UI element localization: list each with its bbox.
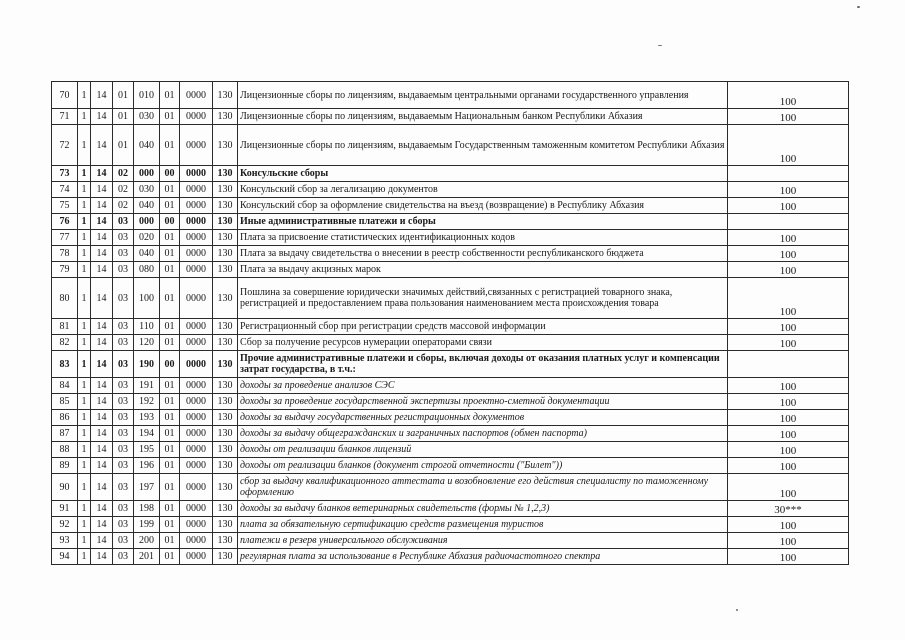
row-value-cell: 100 [728, 378, 849, 394]
row-code-cell: 82 [52, 335, 78, 351]
row-code-cell: 192 [134, 394, 160, 410]
row-code-cell: 88 [52, 442, 78, 458]
table-row [52, 109, 849, 125]
row-name-cell: доходы от реализации бланков лицензий [238, 442, 728, 458]
table-row [52, 319, 849, 335]
row-code-cell: 000 [134, 214, 160, 230]
row-code-cell: 14 [91, 549, 113, 565]
row-code-cell: 0000 [180, 246, 213, 262]
row-code-cell: 000 [134, 166, 160, 182]
row-code-cell: 1 [78, 182, 91, 198]
table-row [52, 378, 849, 394]
row-code-cell: 130 [213, 82, 238, 109]
row-code-cell: 130 [213, 474, 238, 501]
row-code-cell: 020 [134, 230, 160, 246]
table-row [52, 458, 849, 474]
row-code-cell: 130 [213, 125, 238, 166]
row-name-cell: Лицензионные сборы по лицензиям, выдаваемым центральными органами государственного управления [238, 82, 728, 109]
row-code-cell: 100 [134, 278, 160, 319]
row-code-cell: 130 [213, 378, 238, 394]
row-code-cell: 1 [78, 319, 91, 335]
row-code-cell: 0000 [180, 109, 213, 125]
row-code-cell: 81 [52, 319, 78, 335]
row-code-cell: 94 [52, 549, 78, 565]
row-code-cell: 0000 [180, 378, 213, 394]
row-name-cell: доходы за проведение государственной экспертизы проектно-сметной документации [238, 394, 728, 410]
row-name-cell: Лицензионные сборы по лицензиям, выдаваемым Государственным таможенным комитетом Республики Абхазия [238, 125, 728, 166]
row-code-cell: 1 [78, 109, 91, 125]
row-code-cell: 120 [134, 335, 160, 351]
row-code-cell: 130 [213, 214, 238, 230]
row-code-cell: 1 [78, 410, 91, 426]
row-code-cell: 130 [213, 517, 238, 533]
row-code-cell: 130 [213, 166, 238, 182]
row-code-cell: 01 [160, 109, 180, 125]
row-code-cell: 130 [213, 278, 238, 319]
row-code-cell: 201 [134, 549, 160, 565]
table-row [52, 394, 849, 410]
row-code-cell: 77 [52, 230, 78, 246]
row-code-cell: 01 [160, 501, 180, 517]
row-code-cell: 130 [213, 426, 238, 442]
row-code-cell: 0000 [180, 394, 213, 410]
row-name-cell: доходы за выдачу общегражданских и заграничных паспортов (обмен паспорта) [238, 426, 728, 442]
row-code-cell: 1 [78, 501, 91, 517]
row-code-cell: 0000 [180, 166, 213, 182]
scan-speck [857, 6, 860, 8]
table-row [52, 501, 849, 517]
row-code-cell: 89 [52, 458, 78, 474]
row-code-cell: 14 [91, 351, 113, 378]
row-code-cell: 010 [134, 82, 160, 109]
row-value-cell: 100 [728, 182, 849, 198]
row-code-cell: 84 [52, 378, 78, 394]
row-code-cell: 0000 [180, 517, 213, 533]
row-code-cell: 01 [160, 198, 180, 214]
row-code-cell: 90 [52, 474, 78, 501]
row-value-cell: 100 [728, 230, 849, 246]
row-code-cell: 70 [52, 82, 78, 109]
row-code-cell: 1 [78, 246, 91, 262]
row-code-cell: 01 [160, 442, 180, 458]
table-row [52, 166, 849, 182]
row-value-cell: 100 [728, 125, 849, 166]
row-code-cell: 14 [91, 378, 113, 394]
row-code-cell: 03 [113, 246, 134, 262]
row-code-cell: 03 [113, 549, 134, 565]
row-code-cell: 01 [160, 426, 180, 442]
row-name-cell: доходы за проведение анализов СЭС [238, 378, 728, 394]
row-code-cell: 03 [113, 501, 134, 517]
row-value-cell: 30*** [728, 501, 849, 517]
row-code-cell: 190 [134, 351, 160, 378]
row-code-cell: 0000 [180, 182, 213, 198]
row-code-cell: 14 [91, 182, 113, 198]
row-code-cell: 01 [160, 82, 180, 109]
row-code-cell: 83 [52, 351, 78, 378]
table-row [52, 182, 849, 198]
table-row [52, 262, 849, 278]
row-code-cell: 040 [134, 198, 160, 214]
row-code-cell: 78 [52, 246, 78, 262]
row-code-cell: 03 [113, 458, 134, 474]
row-code-cell: 03 [113, 410, 134, 426]
row-value-cell: 100 [728, 458, 849, 474]
row-code-cell: 03 [113, 426, 134, 442]
row-code-cell: 85 [52, 394, 78, 410]
row-code-cell: 01 [160, 517, 180, 533]
row-code-cell: 03 [113, 442, 134, 458]
row-value-cell: 100 [728, 410, 849, 426]
row-code-cell: 199 [134, 517, 160, 533]
row-code-cell: 01 [160, 278, 180, 319]
row-code-cell: 01 [113, 109, 134, 125]
table-row [52, 335, 849, 351]
table-row [52, 230, 849, 246]
row-code-cell: 040 [134, 246, 160, 262]
row-code-cell: 14 [91, 394, 113, 410]
row-code-cell: 02 [113, 166, 134, 182]
row-code-cell: 0000 [180, 549, 213, 565]
row-name-cell: регулярная плата за использование в Республике Абхазия радиочастотного спектра [238, 549, 728, 565]
row-value-cell [728, 351, 849, 378]
row-code-cell: 87 [52, 426, 78, 442]
row-code-cell: 03 [113, 517, 134, 533]
row-value-cell: 100 [728, 109, 849, 125]
row-value-cell: 100 [728, 82, 849, 109]
row-code-cell: 14 [91, 474, 113, 501]
row-value-cell: 100 [728, 549, 849, 565]
row-code-cell: 195 [134, 442, 160, 458]
row-name-cell: Сбор за получение ресурсов нумерации операторами связи [238, 335, 728, 351]
row-code-cell: 74 [52, 182, 78, 198]
row-value-cell: 100 [728, 246, 849, 262]
row-value-cell: 100 [728, 474, 849, 501]
row-code-cell: 1 [78, 214, 91, 230]
row-name-cell: Консульский сбор за оформление свидетельства на въезд (возвращение) в Республику Абхазия [238, 198, 728, 214]
row-code-cell: 0000 [180, 458, 213, 474]
table-row [52, 410, 849, 426]
row-code-cell: 1 [78, 82, 91, 109]
row-code-cell: 130 [213, 533, 238, 549]
table-row [52, 351, 849, 378]
row-code-cell: 76 [52, 214, 78, 230]
row-code-cell: 03 [113, 214, 134, 230]
row-code-cell: 14 [91, 533, 113, 549]
row-code-cell: 92 [52, 517, 78, 533]
row-name-cell: Плата за выдачу акцизных марок [238, 262, 728, 278]
row-code-cell: 0000 [180, 533, 213, 549]
scan-speck [736, 609, 738, 611]
table-row [52, 426, 849, 442]
row-code-cell: 01 [160, 230, 180, 246]
table-row [52, 278, 849, 319]
row-code-cell: 75 [52, 198, 78, 214]
row-code-cell: 01 [113, 125, 134, 166]
row-code-cell: 200 [134, 533, 160, 549]
row-value-cell: 100 [728, 533, 849, 549]
row-code-cell: 14 [91, 198, 113, 214]
row-code-cell: 080 [134, 262, 160, 278]
row-code-cell: 0000 [180, 125, 213, 166]
row-code-cell: 01 [160, 474, 180, 501]
row-code-cell: 14 [91, 109, 113, 125]
row-code-cell: 03 [113, 278, 134, 319]
row-name-cell: Консульские сборы [238, 166, 728, 182]
row-code-cell: 0000 [180, 501, 213, 517]
budget-revenue-table [51, 81, 849, 565]
row-code-cell: 01 [160, 549, 180, 565]
row-value-cell: 100 [728, 198, 849, 214]
row-code-cell: 01 [160, 125, 180, 166]
row-code-cell: 130 [213, 198, 238, 214]
table-row [52, 517, 849, 533]
row-code-cell: 0000 [180, 319, 213, 335]
row-code-cell: 14 [91, 278, 113, 319]
table-row [52, 198, 849, 214]
row-code-cell: 03 [113, 474, 134, 501]
row-code-cell: 14 [91, 426, 113, 442]
row-code-cell: 73 [52, 166, 78, 182]
row-code-cell: 1 [78, 262, 91, 278]
table-row [52, 82, 849, 109]
row-code-cell: 1 [78, 426, 91, 442]
table-row [52, 214, 849, 230]
row-value-cell: 100 [728, 426, 849, 442]
row-code-cell: 1 [78, 335, 91, 351]
row-code-cell: 1 [78, 351, 91, 378]
row-code-cell: 0000 [180, 198, 213, 214]
row-code-cell: 130 [213, 335, 238, 351]
row-code-cell: 030 [134, 182, 160, 198]
row-code-cell: 130 [213, 319, 238, 335]
table-row [52, 533, 849, 549]
row-name-cell: Регистрационный сбор при регистрации средств массовой информации [238, 319, 728, 335]
row-name-cell: Пошлина за совершение юридически значимых действий,связанных с регистрацией товарного знака, регистрацией и предоставлением права пользования наименованием места происхождения товара [238, 278, 728, 319]
row-code-cell: 01 [113, 82, 134, 109]
row-code-cell: 72 [52, 125, 78, 166]
row-code-cell: 01 [160, 458, 180, 474]
row-code-cell: 130 [213, 262, 238, 278]
row-name-cell: Иные административные платежи и сборы [238, 214, 728, 230]
row-code-cell: 93 [52, 533, 78, 549]
row-code-cell: 1 [78, 474, 91, 501]
row-code-cell: 03 [113, 262, 134, 278]
row-value-cell: 100 [728, 319, 849, 335]
row-code-cell: 193 [134, 410, 160, 426]
row-value-cell: 100 [728, 262, 849, 278]
row-name-cell: плата за обязательную сертификацию средств размещения туристов [238, 517, 728, 533]
row-name-cell: платежи в резерв универсального обслуживания [238, 533, 728, 549]
row-value-cell: 100 [728, 517, 849, 533]
row-code-cell: 80 [52, 278, 78, 319]
row-code-cell: 194 [134, 426, 160, 442]
row-name-cell: Консульский сбор за легализацию документов [238, 182, 728, 198]
row-value-cell: 100 [728, 442, 849, 458]
row-code-cell: 01 [160, 335, 180, 351]
row-code-cell: 01 [160, 394, 180, 410]
row-code-cell: 14 [91, 501, 113, 517]
row-code-cell: 14 [91, 410, 113, 426]
row-code-cell: 130 [213, 394, 238, 410]
row-code-cell: 91 [52, 501, 78, 517]
row-code-cell: 03 [113, 533, 134, 549]
row-code-cell: 02 [113, 198, 134, 214]
row-name-cell: доходы от реализации бланков (документ строгой отчетности ("Билет")) [238, 458, 728, 474]
row-code-cell: 196 [134, 458, 160, 474]
row-code-cell: 03 [113, 378, 134, 394]
row-code-cell: 0000 [180, 335, 213, 351]
row-value-cell: 100 [728, 335, 849, 351]
row-code-cell: 03 [113, 319, 134, 335]
row-code-cell: 71 [52, 109, 78, 125]
table-row [52, 474, 849, 501]
row-code-cell: 14 [91, 166, 113, 182]
row-code-cell: 01 [160, 533, 180, 549]
row-code-cell: 03 [113, 230, 134, 246]
row-code-cell: 040 [134, 125, 160, 166]
row-code-cell: 0000 [180, 442, 213, 458]
row-value-cell: 100 [728, 394, 849, 410]
row-code-cell: 00 [160, 166, 180, 182]
row-name-cell: доходы за выдачу государственных регистрационных документов [238, 410, 728, 426]
row-code-cell: 0000 [180, 410, 213, 426]
row-code-cell: 14 [91, 442, 113, 458]
row-code-cell: 130 [213, 351, 238, 378]
row-code-cell: 00 [160, 214, 180, 230]
row-code-cell: 1 [78, 549, 91, 565]
row-code-cell: 0000 [180, 230, 213, 246]
row-code-cell: 0000 [180, 474, 213, 501]
row-code-cell: 130 [213, 246, 238, 262]
row-code-cell: 130 [213, 182, 238, 198]
row-code-cell: 130 [213, 230, 238, 246]
row-code-cell: 14 [91, 335, 113, 351]
row-value-cell [728, 166, 849, 182]
row-code-cell: 01 [160, 319, 180, 335]
row-name-cell: сбор за выдачу квалификационного аттестата и возобновление его действия специалисту по таможенному оформлению [238, 474, 728, 501]
row-code-cell: 130 [213, 109, 238, 125]
row-name-cell: Прочие административные платежи и сборы, включая доходы от оказания платных услуг и компенсации затрат государства, в т.ч.: [238, 351, 728, 378]
row-code-cell: 0000 [180, 278, 213, 319]
row-code-cell: 0000 [180, 214, 213, 230]
row-code-cell: 1 [78, 278, 91, 319]
row-code-cell: 14 [91, 458, 113, 474]
row-code-cell: 01 [160, 378, 180, 394]
row-code-cell: 14 [91, 517, 113, 533]
row-code-cell: 191 [134, 378, 160, 394]
row-code-cell: 1 [78, 230, 91, 246]
row-code-cell: 0000 [180, 351, 213, 378]
row-code-cell: 0000 [180, 262, 213, 278]
row-code-cell: 14 [91, 246, 113, 262]
row-name-cell: Плата за выдачу свидетельства о внесении в реестр собственности республиканского бюджета [238, 246, 728, 262]
row-code-cell: 1 [78, 458, 91, 474]
row-code-cell: 14 [91, 214, 113, 230]
row-code-cell: 01 [160, 246, 180, 262]
row-code-cell: 1 [78, 125, 91, 166]
row-code-cell: 14 [91, 262, 113, 278]
row-code-cell: 1 [78, 378, 91, 394]
scan-speck [658, 45, 662, 46]
table-row [52, 246, 849, 262]
row-code-cell: 0000 [180, 82, 213, 109]
row-code-cell: 01 [160, 182, 180, 198]
row-code-cell: 1 [78, 533, 91, 549]
row-code-cell: 130 [213, 410, 238, 426]
row-code-cell: 110 [134, 319, 160, 335]
row-code-cell: 130 [213, 549, 238, 565]
row-code-cell: 03 [113, 351, 134, 378]
row-code-cell: 14 [91, 82, 113, 109]
row-name-cell: доходы за выдачу бланков ветеринарных свидетельств (формы № 1,2,3) [238, 501, 728, 517]
table-row [52, 125, 849, 166]
table-row [52, 549, 849, 565]
row-code-cell: 00 [160, 351, 180, 378]
row-code-cell: 1 [78, 198, 91, 214]
row-code-cell: 14 [91, 230, 113, 246]
row-code-cell: 1 [78, 166, 91, 182]
row-code-cell: 1 [78, 517, 91, 533]
row-code-cell: 1 [78, 394, 91, 410]
row-code-cell: 130 [213, 442, 238, 458]
row-code-cell: 14 [91, 125, 113, 166]
row-value-cell [728, 214, 849, 230]
row-code-cell: 86 [52, 410, 78, 426]
row-name-cell: Плата за присвоение статистических идентификационных кодов [238, 230, 728, 246]
row-code-cell: 79 [52, 262, 78, 278]
table-body [52, 82, 849, 565]
row-code-cell: 03 [113, 394, 134, 410]
table-row [52, 442, 849, 458]
row-code-cell: 01 [160, 262, 180, 278]
row-name-cell: Лицензионные сборы по лицензиям, выдаваемым Национальным банком Республики Абхазия [238, 109, 728, 125]
row-code-cell: 197 [134, 474, 160, 501]
row-code-cell: 03 [113, 335, 134, 351]
row-code-cell: 02 [113, 182, 134, 198]
row-code-cell: 130 [213, 501, 238, 517]
row-code-cell: 14 [91, 319, 113, 335]
row-value-cell: 100 [728, 278, 849, 319]
row-code-cell: 1 [78, 442, 91, 458]
row-code-cell: 030 [134, 109, 160, 125]
row-code-cell: 198 [134, 501, 160, 517]
row-code-cell: 0000 [180, 426, 213, 442]
row-code-cell: 130 [213, 458, 238, 474]
row-code-cell: 01 [160, 410, 180, 426]
